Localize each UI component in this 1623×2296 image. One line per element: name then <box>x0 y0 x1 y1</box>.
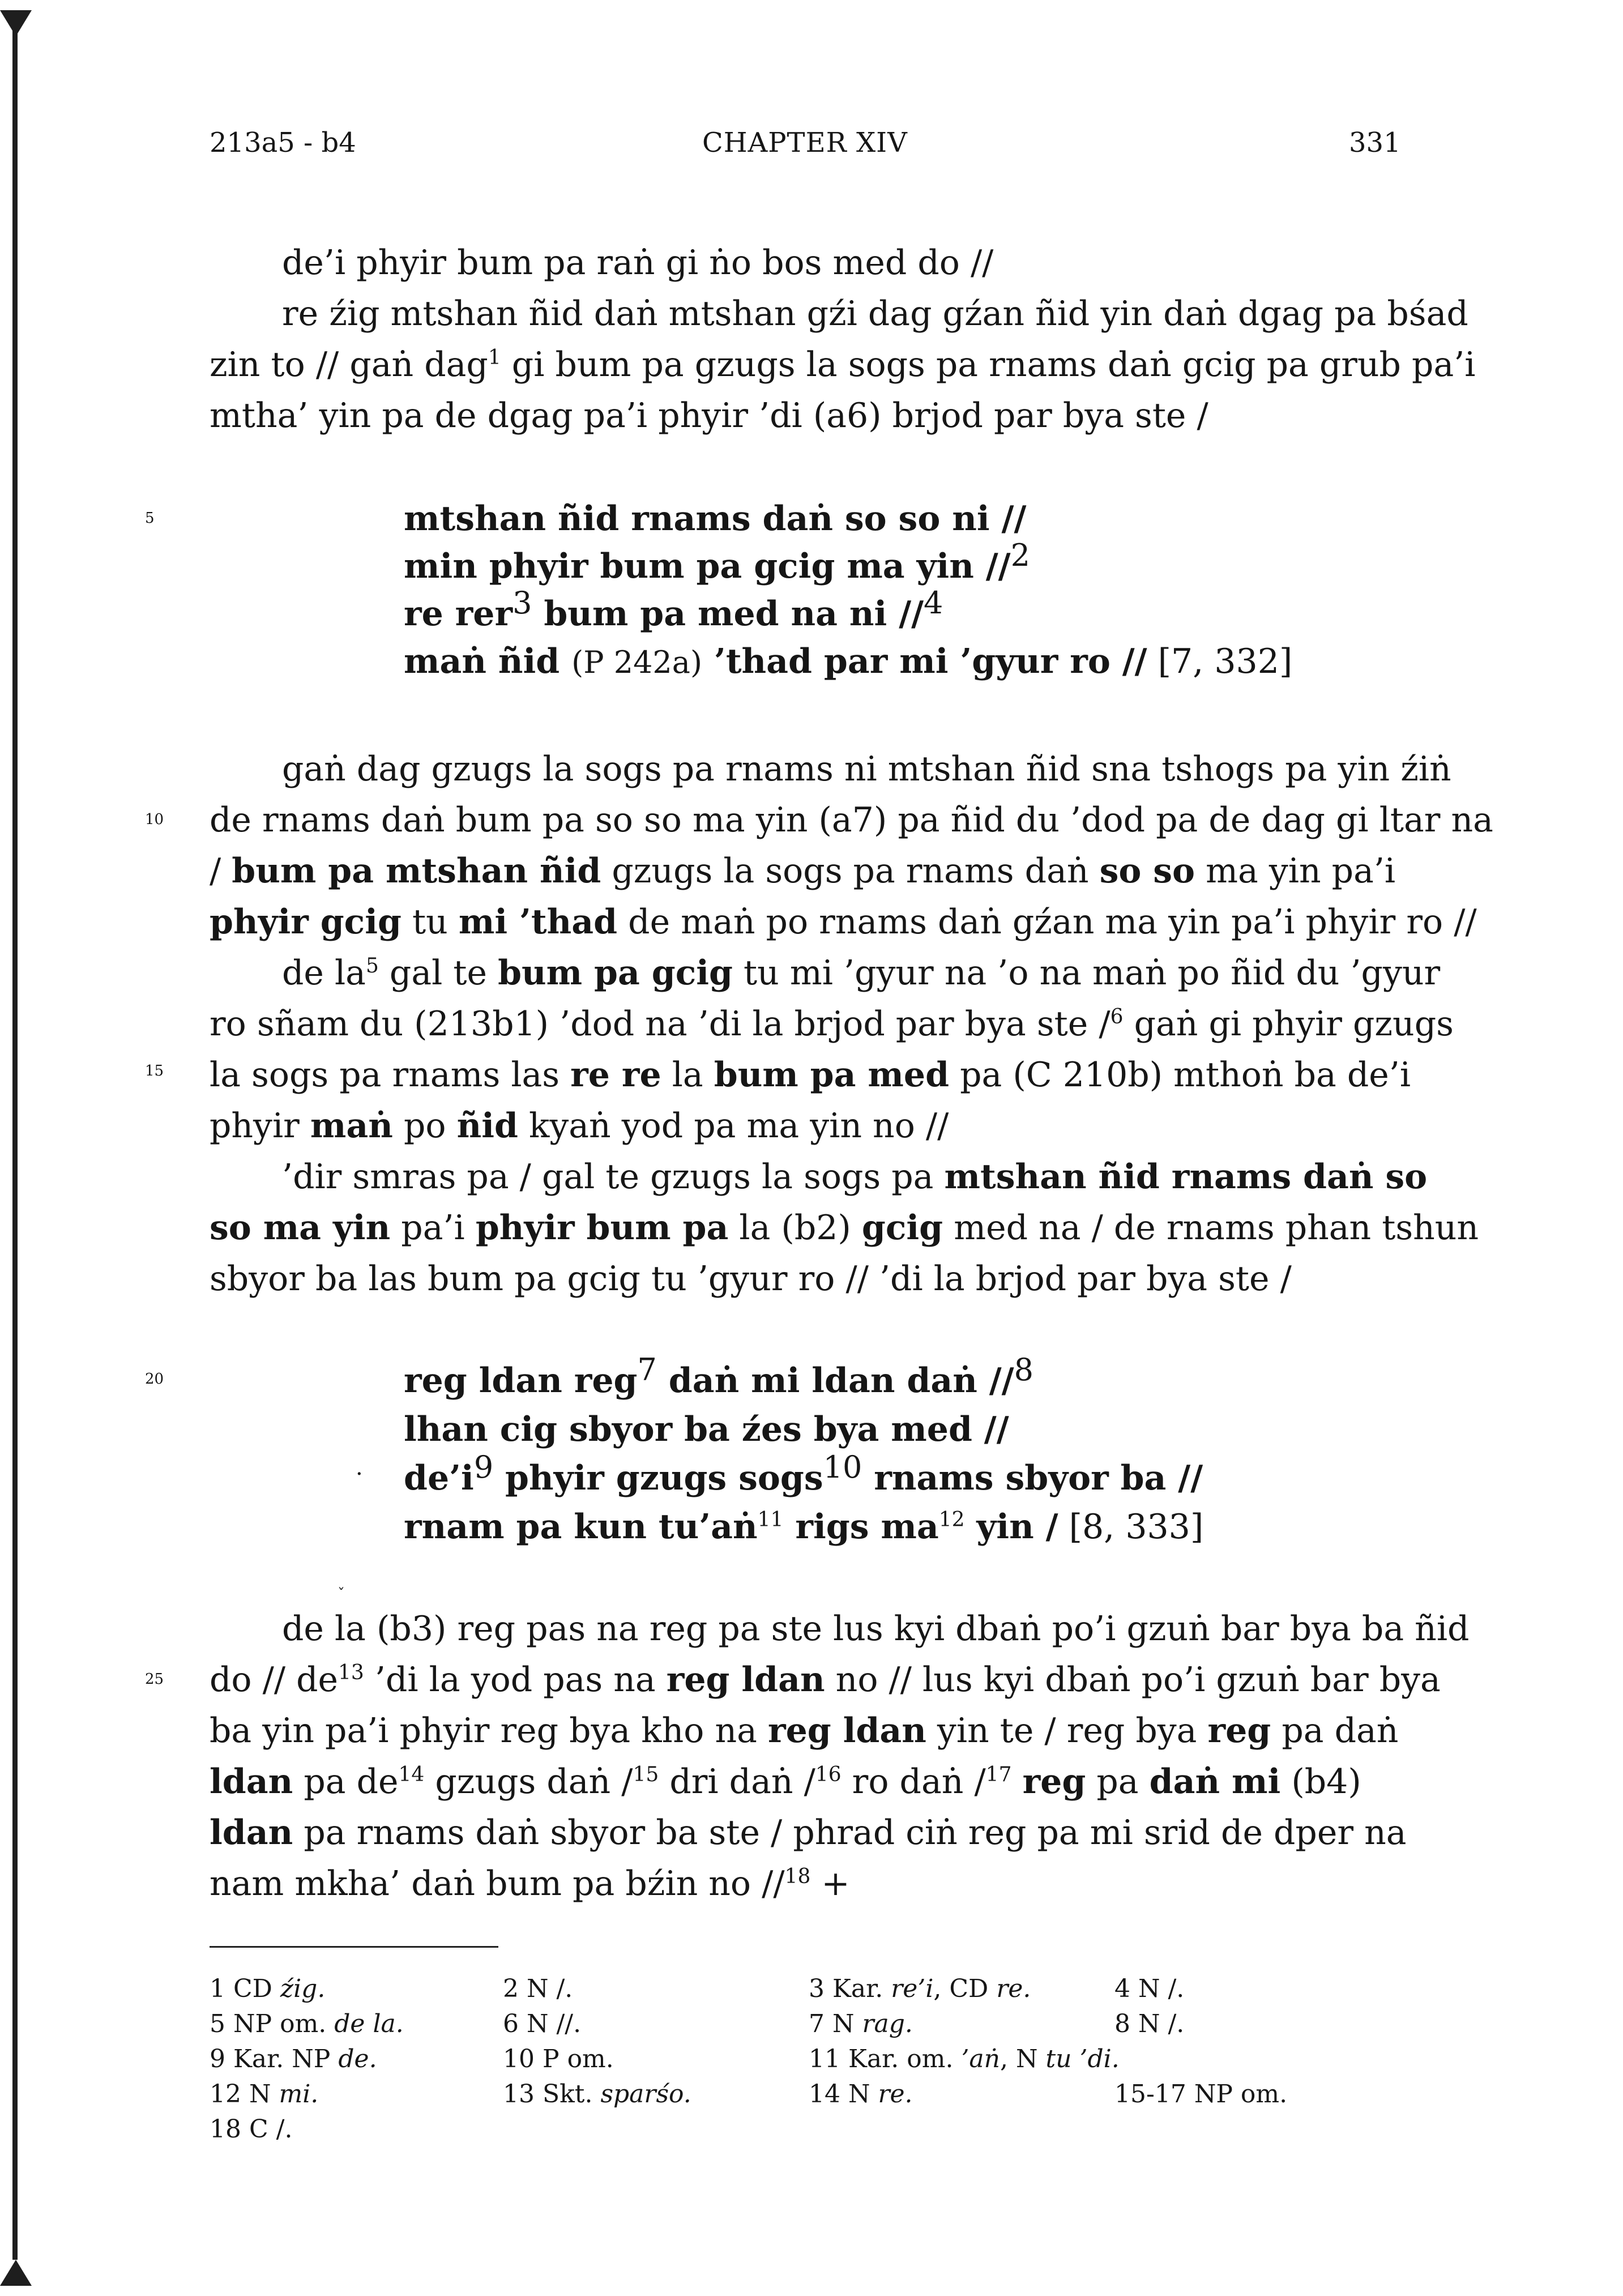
text-line: phyir maṅ po ñid kyaṅ yod pa ma yin no // <box>210 1106 949 1146</box>
text-line: zin to // gaṅ dag$^1$ gi bum pa gzugs la sogs pa rnams daṅ gcig pa grub pa’i <box>210 345 1476 385</box>
verse-line: rnam pa kun tu’aṅ$^{11}$ rigs $ma^{12}$ yin / [8, 333] <box>404 1507 1204 1547</box>
header-page-number: 331 <box>1349 127 1401 159</box>
footnote: 11 Kar. om. ’aṅ, N tu ’di. <box>809 2045 1120 2073</box>
text-line: la sogs pa rnams las re re la bum pa med pa (C 210b) mthoṅ ba de’i <box>210 1055 1411 1095</box>
line-number: 15 <box>145 1062 164 1079</box>
text-line: mtha’ yin pa de dgag pa’i phyir ’di (a6) brjod par bya ste / <box>210 396 1208 436</box>
text-line: de $la^5$ gal te bum pa gcig tu mi ’gyur na ’o na maṅ po ñid du ’gyur <box>282 953 1441 993</box>
header-chapter-title: CHAPTER XIV <box>702 127 908 159</box>
verse-line: min phyir bum pa gcig ma yin //2 <box>404 537 1030 586</box>
text-line: nam mkha’ daṅ bum pa bźin no //$^{18}$ + <box>210 1864 850 1904</box>
binding-line <box>12 17 18 2260</box>
text-line: de’i phyir bum pa raṅ gi ṅo bos med do // <box>282 243 994 283</box>
text-line: ldan pa rnams daṅ sbyor ba ste / phrad ciṅ reg pa mi srid de dper na <box>210 1813 1407 1853</box>
footnote: 7 N rag. <box>809 2009 913 2038</box>
text-line: phyir gcig tu mi ’thad de maṅ po rnams daṅ gźan ma yin pa’i phyir ro // <box>210 902 1477 942</box>
verse-line: reg ldan reg7 daṅ mi ldan daṅ //8 <box>404 1352 1033 1401</box>
text-line: ’dir smras pa / gal te gzugs la sogs pa mtshan ñid rnams daṅ so <box>282 1157 1428 1197</box>
text-line: / bum pa mtshan ñid gzugs la sogs pa rnams daṅ so so ma yin pa’i <box>210 851 1396 891</box>
text-line: gaṅ dag gzugs la sogs pa rnams ni mtshan ñid sna tshogs pa yin źiṅ <box>282 749 1451 789</box>
footnote: 3 Kar. re’i, CD re. <box>809 1974 1031 2003</box>
footnote: 14 N re. <box>809 2080 913 2109</box>
verse-line: maṅ ñid (P 242a) ’thad par mi ’gyur ro // [7, 332] <box>404 642 1293 681</box>
footnote: 9 Kar. NP de. <box>210 2045 377 2073</box>
verse-line: re rer3 bum pa med na ni //4 <box>404 585 943 634</box>
footnote: 18 C /. <box>210 2115 293 2144</box>
footnote: 10 P om. <box>503 2045 614 2073</box>
text-line: so ma yin pa’i phyir bum pa la (b2) gcig med na / de rnams phan tshun <box>210 1208 1479 1248</box>
verse-line: de’i9 phyir gzugs sogs10 rnams sbyor ba // <box>404 1449 1203 1498</box>
text-line: de la (b3) reg pas na reg pa ste lus kyi dbaṅ po’i gzuṅ bar bya ba ñid <box>282 1609 1470 1649</box>
line-number: 5 <box>145 510 155 527</box>
text-line: ba yin pa’i phyir reg bya kho na reg ldan yin te / reg bya reg pa daṅ <box>210 1711 1399 1751</box>
text-line: ro sñam du (213b1) ’dod na ’di la brjod par bya ste /$^6$ gaṅ gi phyir gzugs <box>210 1004 1454 1044</box>
text-line: sbyor ba las bum pa gcig tu ’gyur ro // ’di la brjod par bya ste / <box>210 1259 1292 1299</box>
footnote: 15-17 NP om. <box>1114 2080 1288 2109</box>
footnote: 4 N /. <box>1114 1974 1185 2003</box>
binding-bottom-mark <box>0 2260 32 2286</box>
verse-line: mtshan ñid rnams daṅ so so ni // <box>404 499 1027 539</box>
text-line: ldan pa $de^{14}$ gzugs daṅ /$^{15}$ dri daṅ /$^{16}$ ro daṅ /$^{17}$ reg pa daṅ mi (b4) <box>210 1762 1361 1802</box>
text-line: re źig mtshan ñid daṅ mtshan gźi dag gźan ñid yin daṅ dgag pa bśad <box>282 294 1468 334</box>
footnote-rule <box>210 1946 498 1948</box>
header-folio-range: 213a5 - b4 <box>210 127 356 159</box>
footnote: 13 Skt. sparśo. <box>503 2080 691 2109</box>
footnote: 8 N /. <box>1114 2009 1185 2038</box>
line-number: 25 <box>145 1671 164 1688</box>
stray-mark: ˇ <box>338 1586 345 1603</box>
footnote: 6 N //. <box>503 2009 582 2038</box>
footnote: 2 N /. <box>503 1974 573 2003</box>
text-line: de rnams daṅ bum pa so so ma yin (a7) pa ñid du ’dod pa de dag gi ltar na <box>210 800 1493 840</box>
footnote: 12 N mi. <box>210 2080 319 2109</box>
footnote: 5 NP om. de la. <box>210 2009 404 2038</box>
stray-mark: · <box>356 1461 363 1487</box>
text-line: do // $de^{13}$ ’di la yod pas na reg ldan no // lus kyi dbaṅ po’i gzuṅ bar bya <box>210 1660 1441 1700</box>
verse-line: lhan cig sbyor ba źes bya med // <box>404 1410 1009 1449</box>
line-number: 10 <box>145 811 164 828</box>
footnote: 1 CD źig. <box>210 1974 326 2003</box>
binding-top-mark <box>0 10 32 36</box>
line-number: 20 <box>145 1371 164 1388</box>
